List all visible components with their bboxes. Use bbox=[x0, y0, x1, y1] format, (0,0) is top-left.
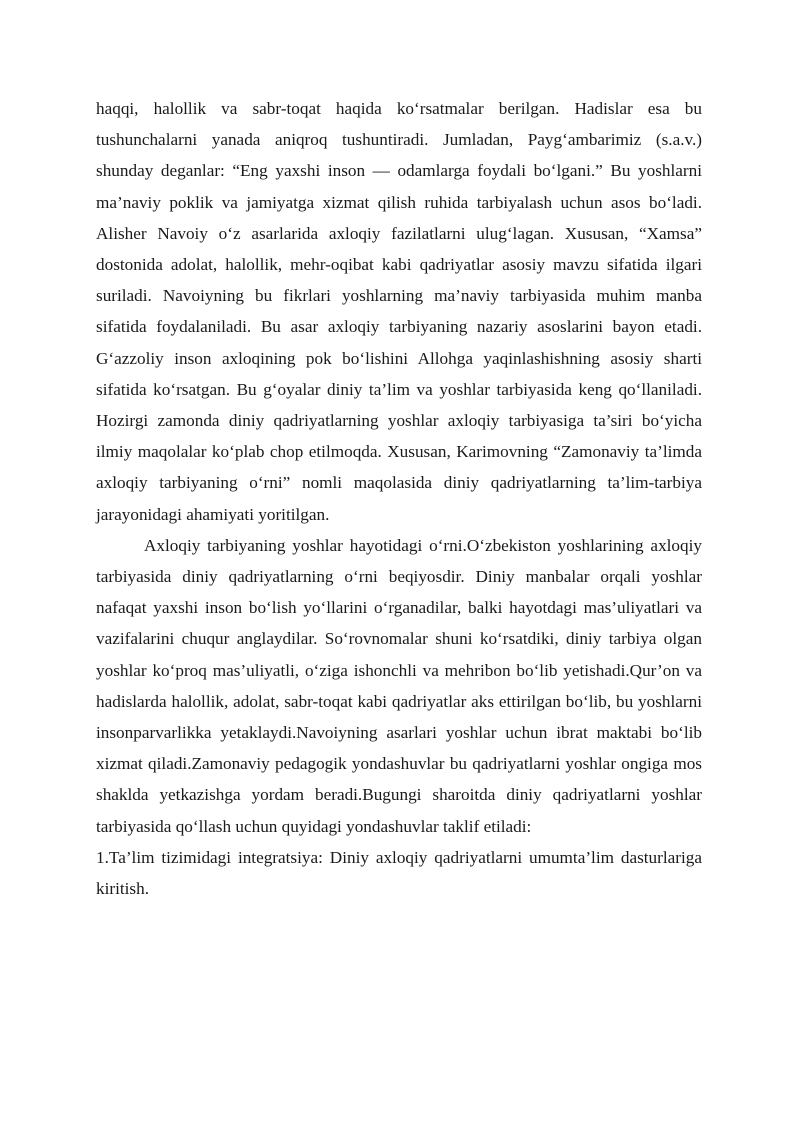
document-page bbox=[96, 93, 702, 904]
paragraph-continuation: haqqi, halollik va sabr-toqat haqida ko‘rsatmalar berilgan. Hadislar esa bu tushunchalarni yanada aniqroq tushuntiradi. Jumladan, Payg‘ambarimiz (s.a.v.) shunday deganlar: “Eng yaxshi inson — odamlarga foydali bo‘lgani.” Bu yoshlarni ma’naviy poklik va jamiyatga xizmat qilish ruhida tarbiyalash uchun asos bo‘ladi. Alisher Navoiy o‘z asarlarida axloqiy fazilatlarni ulug‘lagan. Xususan, “Xamsa” dostonida adolat, halollik, mehr-oqibat kabi qadriyatlar asosiy mavzu sifatida ilgari suriladi. Navoiyning bu fikrlari yoshlarning ma’naviy tarbiyasida muhim manba sifatida foydalaniladi. Bu asar axloqiy tarbiyaning nazariy asoslarini bayon etadi. G‘azzoliy inson axloqining pok bo‘lishini Allohga yaqinlashishning asosiy sharti sifatida ko‘rsatgan. Bu g‘oyalar diniy ta’lim va yoshlar tarbiyasida keng qo‘llaniladi. Hozirgi zamonda diniy qadriyatlarning yoshlar axloqiy tarbiyasiga ta’siri bo‘yicha ilmiy maqolalar ko‘plab chop etilmoqda. Xususan, Karimovning “Zamonaviy ta’limda axloqiy tarbiyaning o‘rni” nomli maqolasida diniy qadriyatlarning ta’lim-tarbiya jarayonidagi ahamiyati yoritilgan. bbox=[96, 99, 702, 524]
paragraph-moral-education: Axloqiy tarbiyaning yoshlar hayotidagi o‘rni.O‘zbekiston yoshlarining axloqiy tarbiyasida diniy qadriyatlarning o‘rni beqiyosdir. Diniy manbalar orqali yoshlar nafaqat yaxshi inson bo‘lish yo‘llarini o‘rganadilar, balki hayotdagi mas’uliyatlari va vazifalarini chuqur anglaydilar. So‘rovnomalar shuni ko‘rsatdiki, diniy tarbiya olgan yoshlar ko‘proq mas’uliyatli, o‘ziga ishonchli va mehribon bo‘lib yetishadi.Qur’on va hadislarda halollik, adolat, sabr-toqat kabi qadriyatlar aks ettirilgan bo‘lib, bu yoshlarni insonparvarlikka yetaklaydi.Navoiyning asarlari yoshlar uchun ibrat maktabi bo‘lib xizmat qiladi.Zamonaviy pedagogik yondashuvlar bu qadriyatlarni yoshlar ongiga mos shaklda yetkazishga yordam beradi.Bugungi sharoitda diniy qadriyatlarni yoshlar tarbiyasida qo‘llash uchun quyidagi yondashuvlar taklif etiladi: bbox=[96, 535, 702, 836]
list-item-integration: 1.Ta’lim tizimidagi integratsiya: Diniy axloqiy qadriyatlarni umumta’lim dasturlariga kiritish. bbox=[96, 847, 702, 899]
